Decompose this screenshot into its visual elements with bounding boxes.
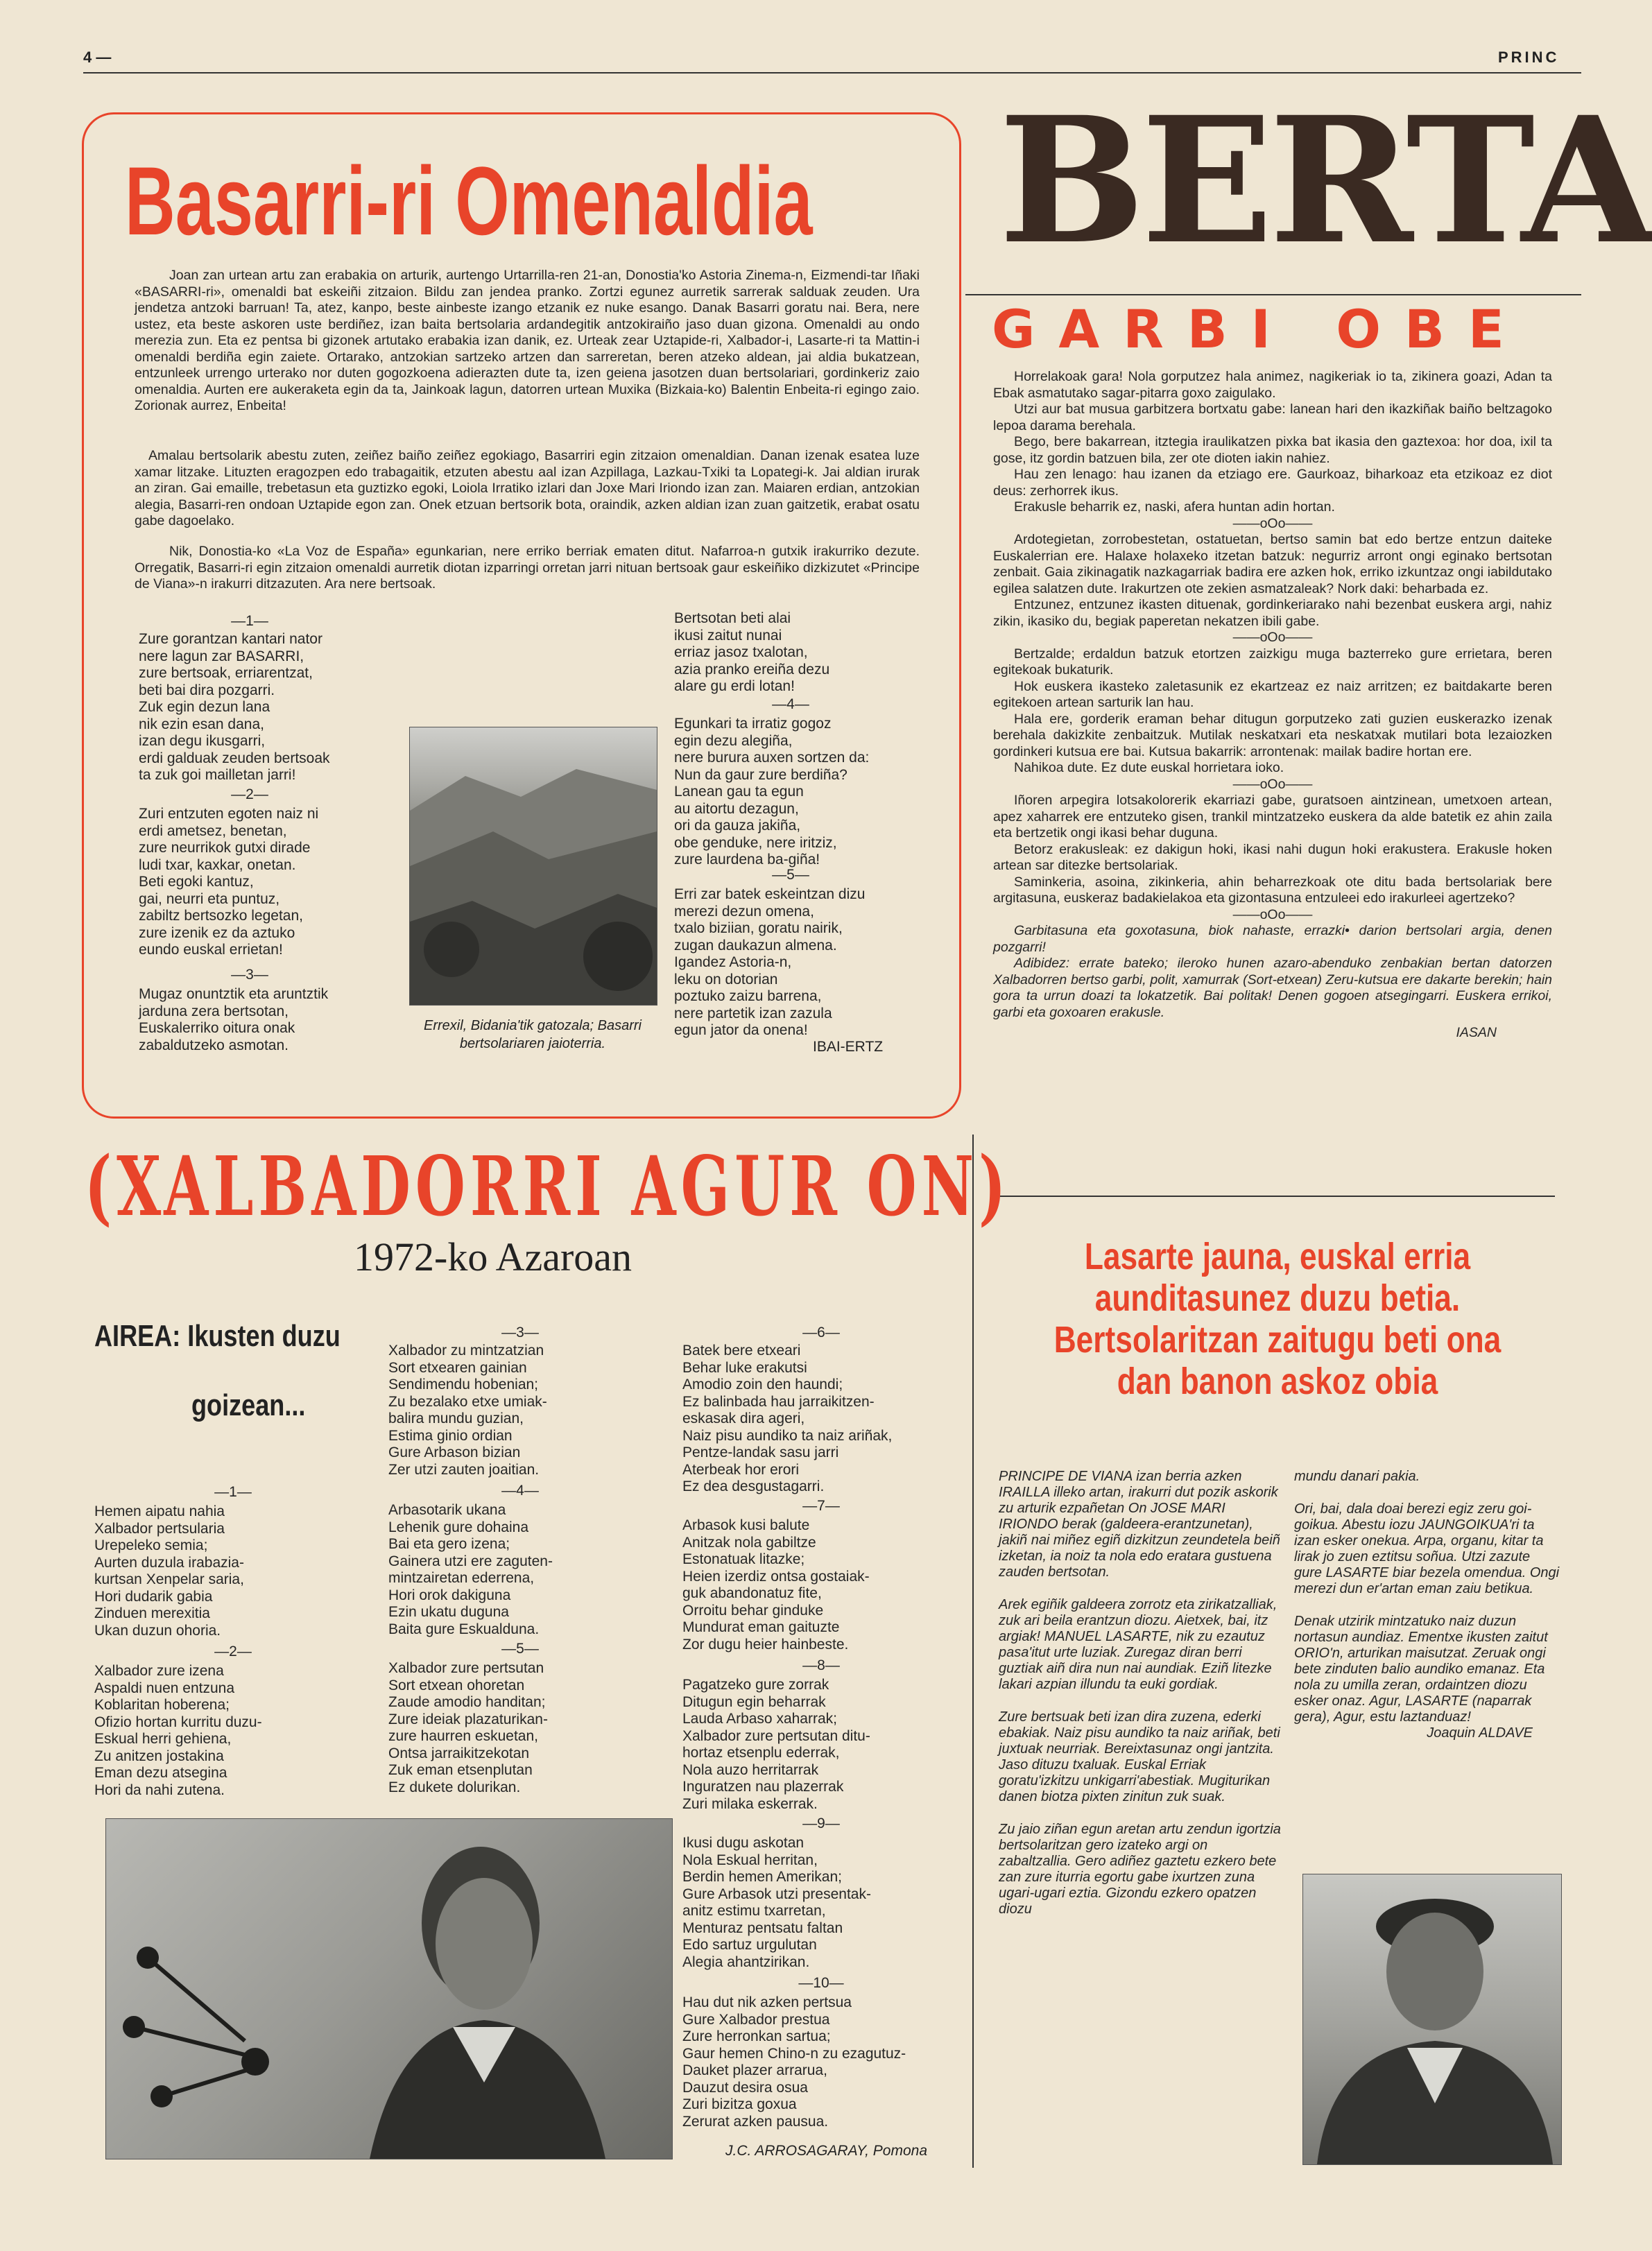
paragraph: Hok euskera ikasteko zaletasunik ez ekartzeaz ez naiz arritzen; ez baitdakarte beren egitekoen artean sarturik lan hau. [993,678,1552,710]
paragraph: Arek egiñik galdeera zorrotz eta zirikatzalliak, zuk ari beila erantzun diozu. Aietxek, bai, itz argiak! MANUEL LASARTE, nik zu ezautuz pasa'itut urte luziak. Zuregaz diran berri guztiak aiñ dira nun nai aundiak. Eziñ litezke lakari azpian illundu ta euki gordiak. [999,1597,1277,1692]
article1-para3: Nik, Donostia-ko «La Voz de España» egunkarian, nere erriko berriak ematen ditut. Nafarroa-n gutxik irakurriko dezute. Orregatik, Basarri-ri egin zitzaion omenaldi aurretik diotan izparringi orretan jarri nituan bertsoak gaur eskeiñiko dizkizutet «Principe de Viana»-n irakurri ditzazuten. Ara nere bertsoak. [135,544,920,592]
verse-text: Arbasok kusi balute Anitzak nola gabiltze Estonatuak litazke; Heien izerdiz ontsa gostaiak- guk abandonatuz fite, Orroitu behar ginduke Mundurat eman gaituzte Zor dugu heier hainbeste. [682,1517,870,1653]
article4-title: Lasarte jauna, euskal erria aunditasunez duzu betia. Bertsolaritzan zaitugu beti ona dan banon askoz obia [1053,1236,1502,1402]
paragraph: Bertzalde; erdaldun batzuk etortzen zaizkigu muga bazterreko gure errietara, beren egitekoak bukaturik. [993,646,1552,678]
verse-number: —4— [772,696,809,712]
article3-title: (XALBADORRI AGUR ON) [85,1138,1011,1234]
verse-text: Bertsotan beti alai ikusi zaitut nunai erriaz jasoz txalotan, azia pranko ereiña dezu alare gu erdi lotan! [674,610,830,694]
verse-number: —1— [214,1484,252,1500]
article4-col2 [1294,1469,1560,1741]
paragraph: Erakusle beharrik ez, naski, afera huntan adin hortan. [1014,499,1335,515]
separator: ——oOo—— [1232,515,1313,531]
paragraph: Iñoren arpegira lotsakolorerik ekarriazi gabe, guratsoen aintzinean, umetxoen artean, apez xaharrek ere entzuteko gisen, trankil mintzatzeko euskera da alde batetik ez ahin zaila eta bertzetik ongi ikasi behar duguna. [993,793,1552,840]
verse-number: —3— [501,1325,539,1340]
verse-number: —3— [231,967,268,983]
portrait-photo [1302,1874,1562,2165]
addendum: Adibidez: errate bateko; ileroko hunen azaro-abenduko zenbakian bertan datorzen Xalbadorren bertso garbi, polit, xamurrak (Sort-etxean) Zeru-kutsua ere dakarte berekin; hain gora ta urrun doazi ta lokatzetik. Bai politak! Denen gogoen atsegingarri. Euskera errikoi, garbi eta goxoaren erakusle. [993,956,1552,1020]
verse-number: —9— [802,1816,840,1831]
verse-text: Xalbador zure pertsutan Sort etxean ohoretan Zaude amodio handitan; Zure ideiak plazaturikan- zure haurren eskuetan, Ontsa jarraikitzekotan Zuk eman etsenplutan Ez dukete dolurikan. [388,1660,548,1795]
article2-signature: IASAN [1456,1025,1497,1040]
paragraph: Saminkeria, asoina, zikinkeria, ahin beharrezkoak ote ditu bada bertsolariak bere argitasuna, euskeraz badakielakoa eta gizontasuna entzuleei edo irakurleei agertzeko? [993,874,1552,906]
separator: ——oOo—— [1232,630,1313,645]
paragraph: Horrelakoak gara! Nola gorputzez hala animez, nagikeriak io ta, zikinera goazi, Adan ta Ebak asmatutako sagar-pitarra goxo zaigulako. [993,369,1552,401]
verse-number: —2— [231,786,268,802]
article4-signature: Joaquin ALDAVE [1427,1725,1533,1741]
verse-text: Erri zar batek eskeintzan dizu merezi dezun omena, txalo biziian, goratu nairik, zugan daukazun almena. Igandez Astoria-n, leku on dotorian poztuko zaizu barrena, nere partetik izan zazula egun jator da onena! [674,886,866,1038]
landscape-photo [409,727,657,1006]
closing: Garbitasuna eta goxotasuna, biok nahaste, errazki• darion bertsolari argia, denen pozgarri! [993,923,1552,955]
paragraph: mundu danari pakia. [1294,1469,1420,1484]
running-head: PRINC [1498,49,1560,66]
air-label-1: AIREA: Ikusten duzu [94,1319,341,1353]
verse-number: —2— [214,1644,252,1659]
verse-text: Batek bere etxeari Behar luke erakutsi Amodio zoin den haundi; Ez balinbada hau jarraikitzen- eskasak dira ageri, Naiz pisu aundiko ta naiz ariñak, Pentze-landak sasu jarri Aterbeak hor erori Ez dea desgustagarri. [682,1343,893,1494]
verse-number: —7— [802,1498,840,1514]
verse-number: —1— [231,613,268,629]
verse-text: Zuri entzuten egoten naiz ni erdi ametsez, benetan, zure neurrikok gutxi dirade ludi txar, kaxkar, onetan. Beti egoki kantuz, gai, neurri eta puntuz, zabiltz bertsozko legetan, zure izenik ez da aztuko eundo euskal errietan! [139,806,319,958]
article1-intro: Joan zan urtean artu zan erabakia on arturik, aurtengo Urtarrilla-ren 21-an, Donostia'ko Astoria Zinema-n, Eizmendi-tar Iñaki «BASARRI-ri», omenaldi bat eskeiñi zitzaion. Bildu zan jendea pranko. Zortzi egunez aurretik sarrerak salduak zeuden. Ura jendetza antzoki barruan! Ta, atez, kanpo, beste ainbeste izango etzanik ez nuke esango. Danak Basarri goratu nai. Bera, nere ustez, eta beste askoren uste berdiñez, izan baita bertsolaria ardandegitik antzokiraiño jaso duan gizona. Omenaldi au ondo merezia zun. Eta ez pentsa bi gizonek artutako erabakia izan danik, ez. Urteak zear Uztapide-ri, Xalbador-i, Lasarte-ri ta Mattin-i omenaldi berdiña egin zaiete. Ortarako, antzokian sartzeko artzen dan sarreretan, beren atzeko aldean, jai aldia bukatzean, entzunleek urrengo urterako nor duten gogozkoena adierazten dute ta, izen geiena jasotzen duan bertsolariari, gordinkeriz zaio omenaldia. Aurten ere aukeraketa egin da ta, Jainkoak lagun, datorren urtean Muxika (Bizkaia-ko) Balentin Enbeita-ri egingo zaio. Zorionak aurrez, Enbeita! [135,268,920,413]
paragraph: Hau zen lenago: hau izanen da etziago ere. Gaurkoaz, biharkoaz eta etzikoaz ez diot deus: zerhorrek ikus. [993,467,1552,499]
verse-number: —6— [802,1325,840,1340]
landscape-illustration [410,727,657,1005]
paragraph: Utzi aur bat musua garbitzera bortxatu gabe: lanean hari den ikazkiñak baiño beltzagoko lepoa darama berehala. [993,402,1552,433]
verse-text: Zure gorantzan kantari nator nere lagun zar BASARRI, zure bertsoak, erriarentzat, beti bai dira pozgarri. Zuk egin dezun lana nik ezin esan dana, izan degu ikusgarri, erdi galduak zeuden bertsoak ta zuk goi mailletan jarri! [139,631,330,783]
paragraph: Ardotegietan, zorrobestetan, ostatuetan, bertso samin bat edo bertze entzun daiteke Euskalerrian ere. Halaxe holaxeko itzetan batzuk: negurriz arront ongi eginako bertsotan zenbait. Gaia zikinagatik nazkagarriak badira ere azken hok, erriko izkuntzaz ongi iabildutako egilea salatzen dute. Irakurtzen ote zekien asmatzaleak? Nork daki: beharbada ez. [993,532,1552,596]
speaker-photo [105,1818,673,2159]
page-number: 4 — [83,49,112,66]
article3-signature: J.C. ARROSAGARAY, Pomona [725,2143,927,2159]
verse-number: —10— [798,1975,844,1991]
article1-signature: IBAI-ERTZ [813,1039,884,1055]
verse-text: Hemen aipatu nahia Xalbador pertsularia Urepeleko semia; Aurten duzula irabazia- kurtsan Xenpelar saria, Hori dudarik gabia Zinduen merexitia Ukan duzun ohoria. [94,1503,244,1639]
verse-number: —5— [772,867,809,883]
paragraph: Zure bertsuak beti izan dira zuzena, ederki ebakiak. Naiz pisu aundiko ta naiz ariñak, beti juxtuak neurriak. Bereixtasunaz ongi jantzita. Jaso dituzu txaluak. Euskal Erriak goratu'izkitzu unkigarri'abestiak. Mugiturikan danen biotza pixten zinitun zuk suak. [999,1709,1280,1804]
verse-text: Mugaz onuntztik eta aruntztik jarduna zera bertsotan, Euskalerriko oitura onak zabaldutzeko asmotan. [139,986,329,1053]
verse-number: —8— [802,1657,840,1673]
header-rule [83,72,1581,74]
air-label-2: goizean... [191,1388,306,1422]
verse-text: Hau dut nik azken pertsua Gure Xalbador prestua Zure herronkan sartua; Gaur hemen Chino-n zu ezagutuz- Dauket plazer arrarua, Dauzut desira osua Zuri bizitza goxua Zerurat azken pausua. [682,1994,906,2130]
article4-top-rule [1000,1196,1555,1197]
paragraph: Hala ere, gorderik eraman behar ditugun gorputzeko zati guzien euskerazko izenak berehala dakizkite zenbaitzuk. Mutilak neskatxari eta neskatxak mutilari bota lezaiozken gordinkeri kutsua ere bai. Kutsua bakarrik: arrontenak: mailak badire hortan ere. [993,711,1552,759]
article1-para2: Amalau bertsolarik abestu zuten, zeiñez baiño zeiñez egokiago, Basarriri egin zitzaion omenaldian. Danan izenak esatea luze xamar litzake. Lituzten eragozpen edo trabagaitik, etzuten abestu aal izan Azpillaga, Lazkau-Txiki ta Lopategi-k. Jai aldian irurak an ziran. Gai emaille, trebetasun eta guztizko egoki, Loiola Irratiko izlari dan Joxe Mari Iriondo izan zan. Maiaren erdian, antzokian alegia, Basarri-ren ondoan Uztapide egon zan. Onek etzuan bertsorik bota, oraindik, azken aldian izan zuan gaitzetik, erabat osatu gabe dagoelako. [135,448,920,528]
paragraph: PRINCIPE DE VIANA izan berria azken IRAILLA illeko artan, irakurri dut pozik askorik zu arturik ezpañetan On JOSE MARI IRIONDO berak (galdeera-erantzunetan), jakiñ nai miñez egiñ dizkitzun zeundetela beiñ izketan, ia noiz ta nola edo eratara gustuena zauden bertsotan. [999,1469,1280,1580]
article2-rule [965,294,1581,295]
article2-title: BERTA [999,78,1652,282]
separator: ——oOo—— [1232,776,1313,792]
speaker-illustration [106,1819,672,2159]
article4-col1 [999,1469,1283,1917]
verse-text: Xalbador zu mintzatzian Sort etxearen gainian Sendimendu hobenian; Zu bezalako etxe umiak- balira mundu guzian, Estima ginio ordian Gure Arbason bizian Zer utzi zauten joaitian. [388,1343,547,1478]
article2-subtitle: GARBI OBE [992,298,1528,360]
verse-text: Arbasotarik ukana Lehenik gure dohaina Bai eta gero izena; Gainera utzi ere zaguten- mintzairetan ederrena, Hori orok dakiguna Ezin ukatu duguna Baita gure Eskualduna. [388,1502,553,1637]
separator: ——oOo—— [1232,906,1313,922]
paragraph: Nahikoa dute. Ez dute euskal horrietara ioko. [1014,760,1284,775]
verse-text: Ikusi dugu askotan Nola Eskual herritan, Berdin hemen Amerikan; Gure Arbasok utzi presentak- anitz estimu txarretan, Menturaz pentsatu faltan Edo sartuz urgulutan Alegia ahantzirikan. [682,1835,871,1970]
paragraph: Zu jaio ziñan egun aretan artu zendun igortzia bertsolaritzan gero izateko argi on zabaltzallia. Gero adiñez gaztetu ezkero bete zan zure iturria egortu gabe ixurtzen zuna ugari-ugari eztia. Gizondu ezkero opatzen diozu [999,1822,1281,1917]
photo-caption: Errexil, Bidania'tik gatozala; Basarri bertsolariaren jaioterria. [424,1018,642,1051]
verse-text: Egunkari ta irratiz gogoz egin dezu alegiña, nere burura auxen sortzen da: Nun da gaur zure berdiña? Lanean gau ta egun au aitortu dezagun, ori da gauza jakiña, obe genduke, nere iritziz, zure laurdena ba-giña! [674,716,870,868]
paragraph: Betorz erakusleak: ez dakigun hoki, ikasi nahi dugun hoki erakustera. Erakusle hoken artean sar ditezke bertsolariak. [993,841,1552,873]
paragraph: Denak utzirik mintzatuko naiz duzun nortasun aundiaz. Ementxe ikusten zaitut ORIO'n, arturikan maisutzat. Zeruak ongi bete zinduten balio aundiko emanaz. Eta nola zu umilla zeran, ordaintzen diozu esker onaz. Agur, LASARTE (naparrak gera), Agur, estu laztanduaz! [1294,1614,1548,1725]
article1-title: Basarri-ri Omenaldia [125,146,813,255]
portrait-illustration [1303,1874,1561,2164]
article2-body [993,369,1552,1042]
paragraph: Ori, bai, dala doai berezi egiz zeru goi-goikua. Abestu iozu JAUNGOIKUA'ri ta izan esker onekua. Arpa, organu, kitar ta lirak jo zuen eztitsu soñua. Utzi zazute gure LASARTE biar bezela omendua. Ongi merezi dun er'artan eman zaiu betikua. [1294,1501,1560,1596]
verse-number: —4— [501,1483,539,1499]
article3-date: 1972-ko Azaroan [354,1234,633,1279]
paragraph: Bego, bere bakarrean, itztegia iraulikatzen pixka bat ikasia den gaztexoa: hor doa, ixil ta gose, itz gordin batzuen bila, zer ote dioten iakin nahiez. [993,434,1552,466]
verse-text: Pagatzeko gure zorrak Ditugun egin beharrak Lauda Arbaso xaharrak; Xalbador zure pertsutan ditu- hortaz etsenplu ederrak, Nola auzo herritarrak Inguratzen nau plazerrak Zuri milaka eskerrak. [682,1677,870,1812]
verse-number: —5— [501,1641,539,1657]
verse-text: Xalbador zure izena Aspaldi nuen entzuna Koblaritan hoberena; Ofizio hortan kurritu duzu- Eskual herri gehiena, Zu anitzen jostakina Eman dezu atsegina Hori da nahi zutena. [94,1663,262,1798]
paragraph: Entzunez, entzunez ikasten dituenak, gordinkeriarako nahi bezenbat euskera argi, nahiz zikin, ikasiko du, begiak paperetan nekatzen ibili gabe. [993,597,1552,629]
column-rule [972,1135,974,2168]
